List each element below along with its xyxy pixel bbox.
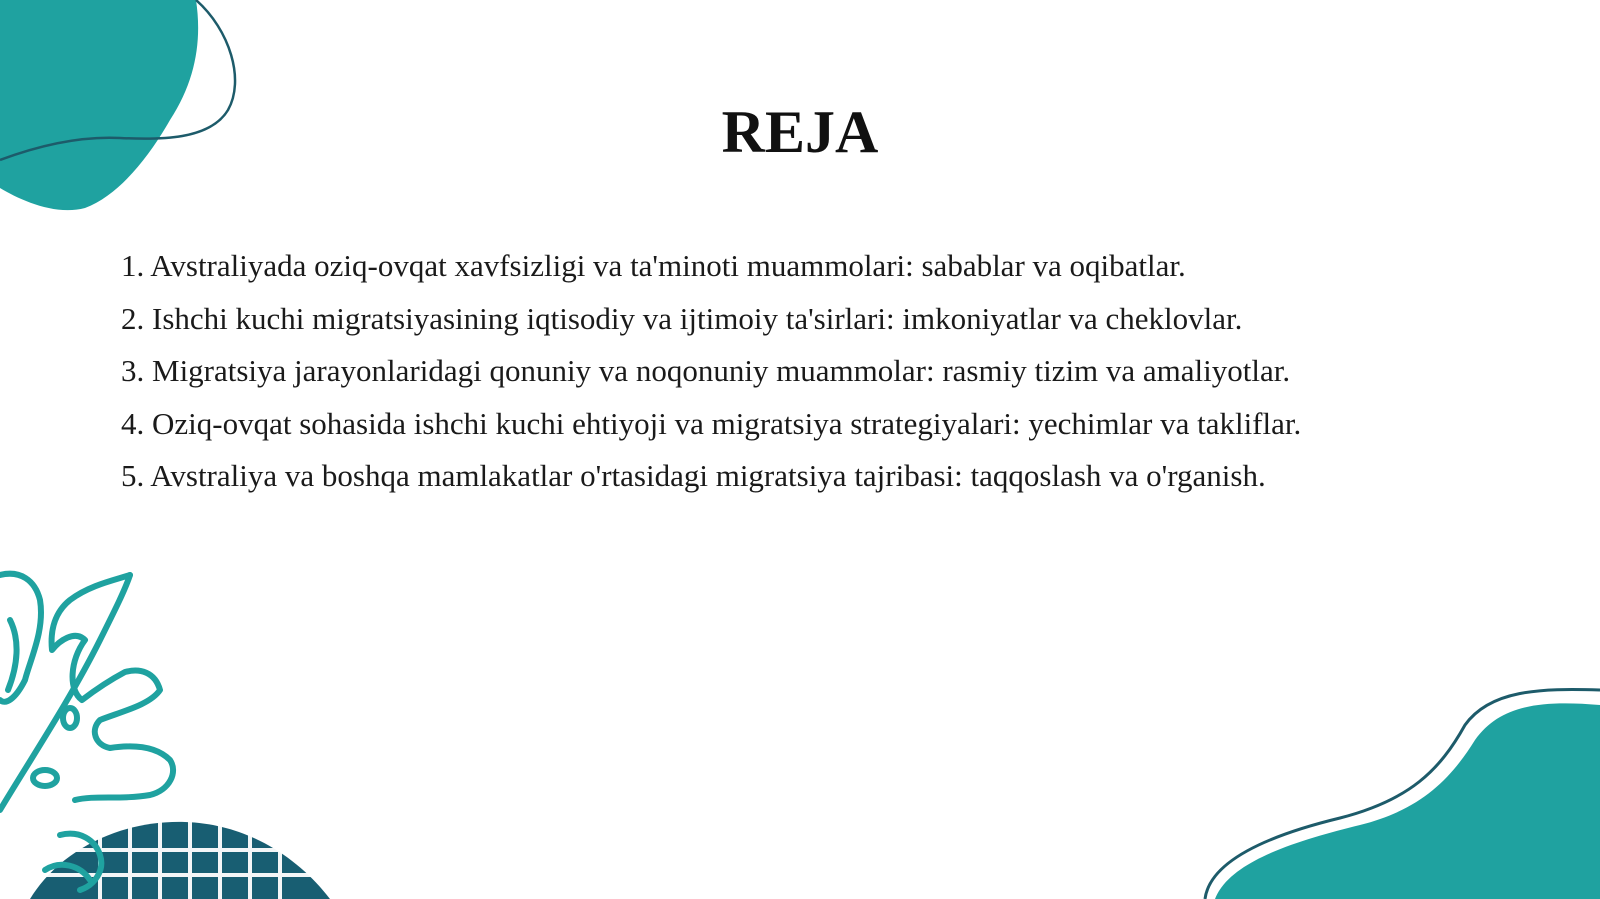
plan-list [121, 240, 1481, 503]
teal-wave-bottom-right [1205, 689, 1600, 899]
plan-item-5: 5. Avstraliya va boshqa mamlakatlar o'rtasidagi migratsiya tajribasi: taqqoslash va o'rganish. [121, 458, 1266, 493]
plan-item-1: 1. Avstraliyada oziq-ovqat xavfsizligi va ta'minoti muammolari: sabablar va oqibatlar. [121, 248, 1186, 283]
plan-item-2: 2. Ishchi kuchi migratsiyasining iqtisodiy va ijtimoiy ta'sirlari: imkoniyatlar va cheklovlar. [121, 300, 1243, 336]
slide-title: REJA [721, 99, 879, 165]
plan-item-4: 4. Oziq-ovqat sohasida ishchi kuchi ehtiyoji va migratsiya strategiyalari: yechimlar va takliflar. [121, 405, 1302, 441]
plan-item-3: 3. Migratsiya jarayonlaridagi qonuniy va noqonuniy muammolar: rasmiy tizim va amaliyotlar. [121, 353, 1291, 388]
